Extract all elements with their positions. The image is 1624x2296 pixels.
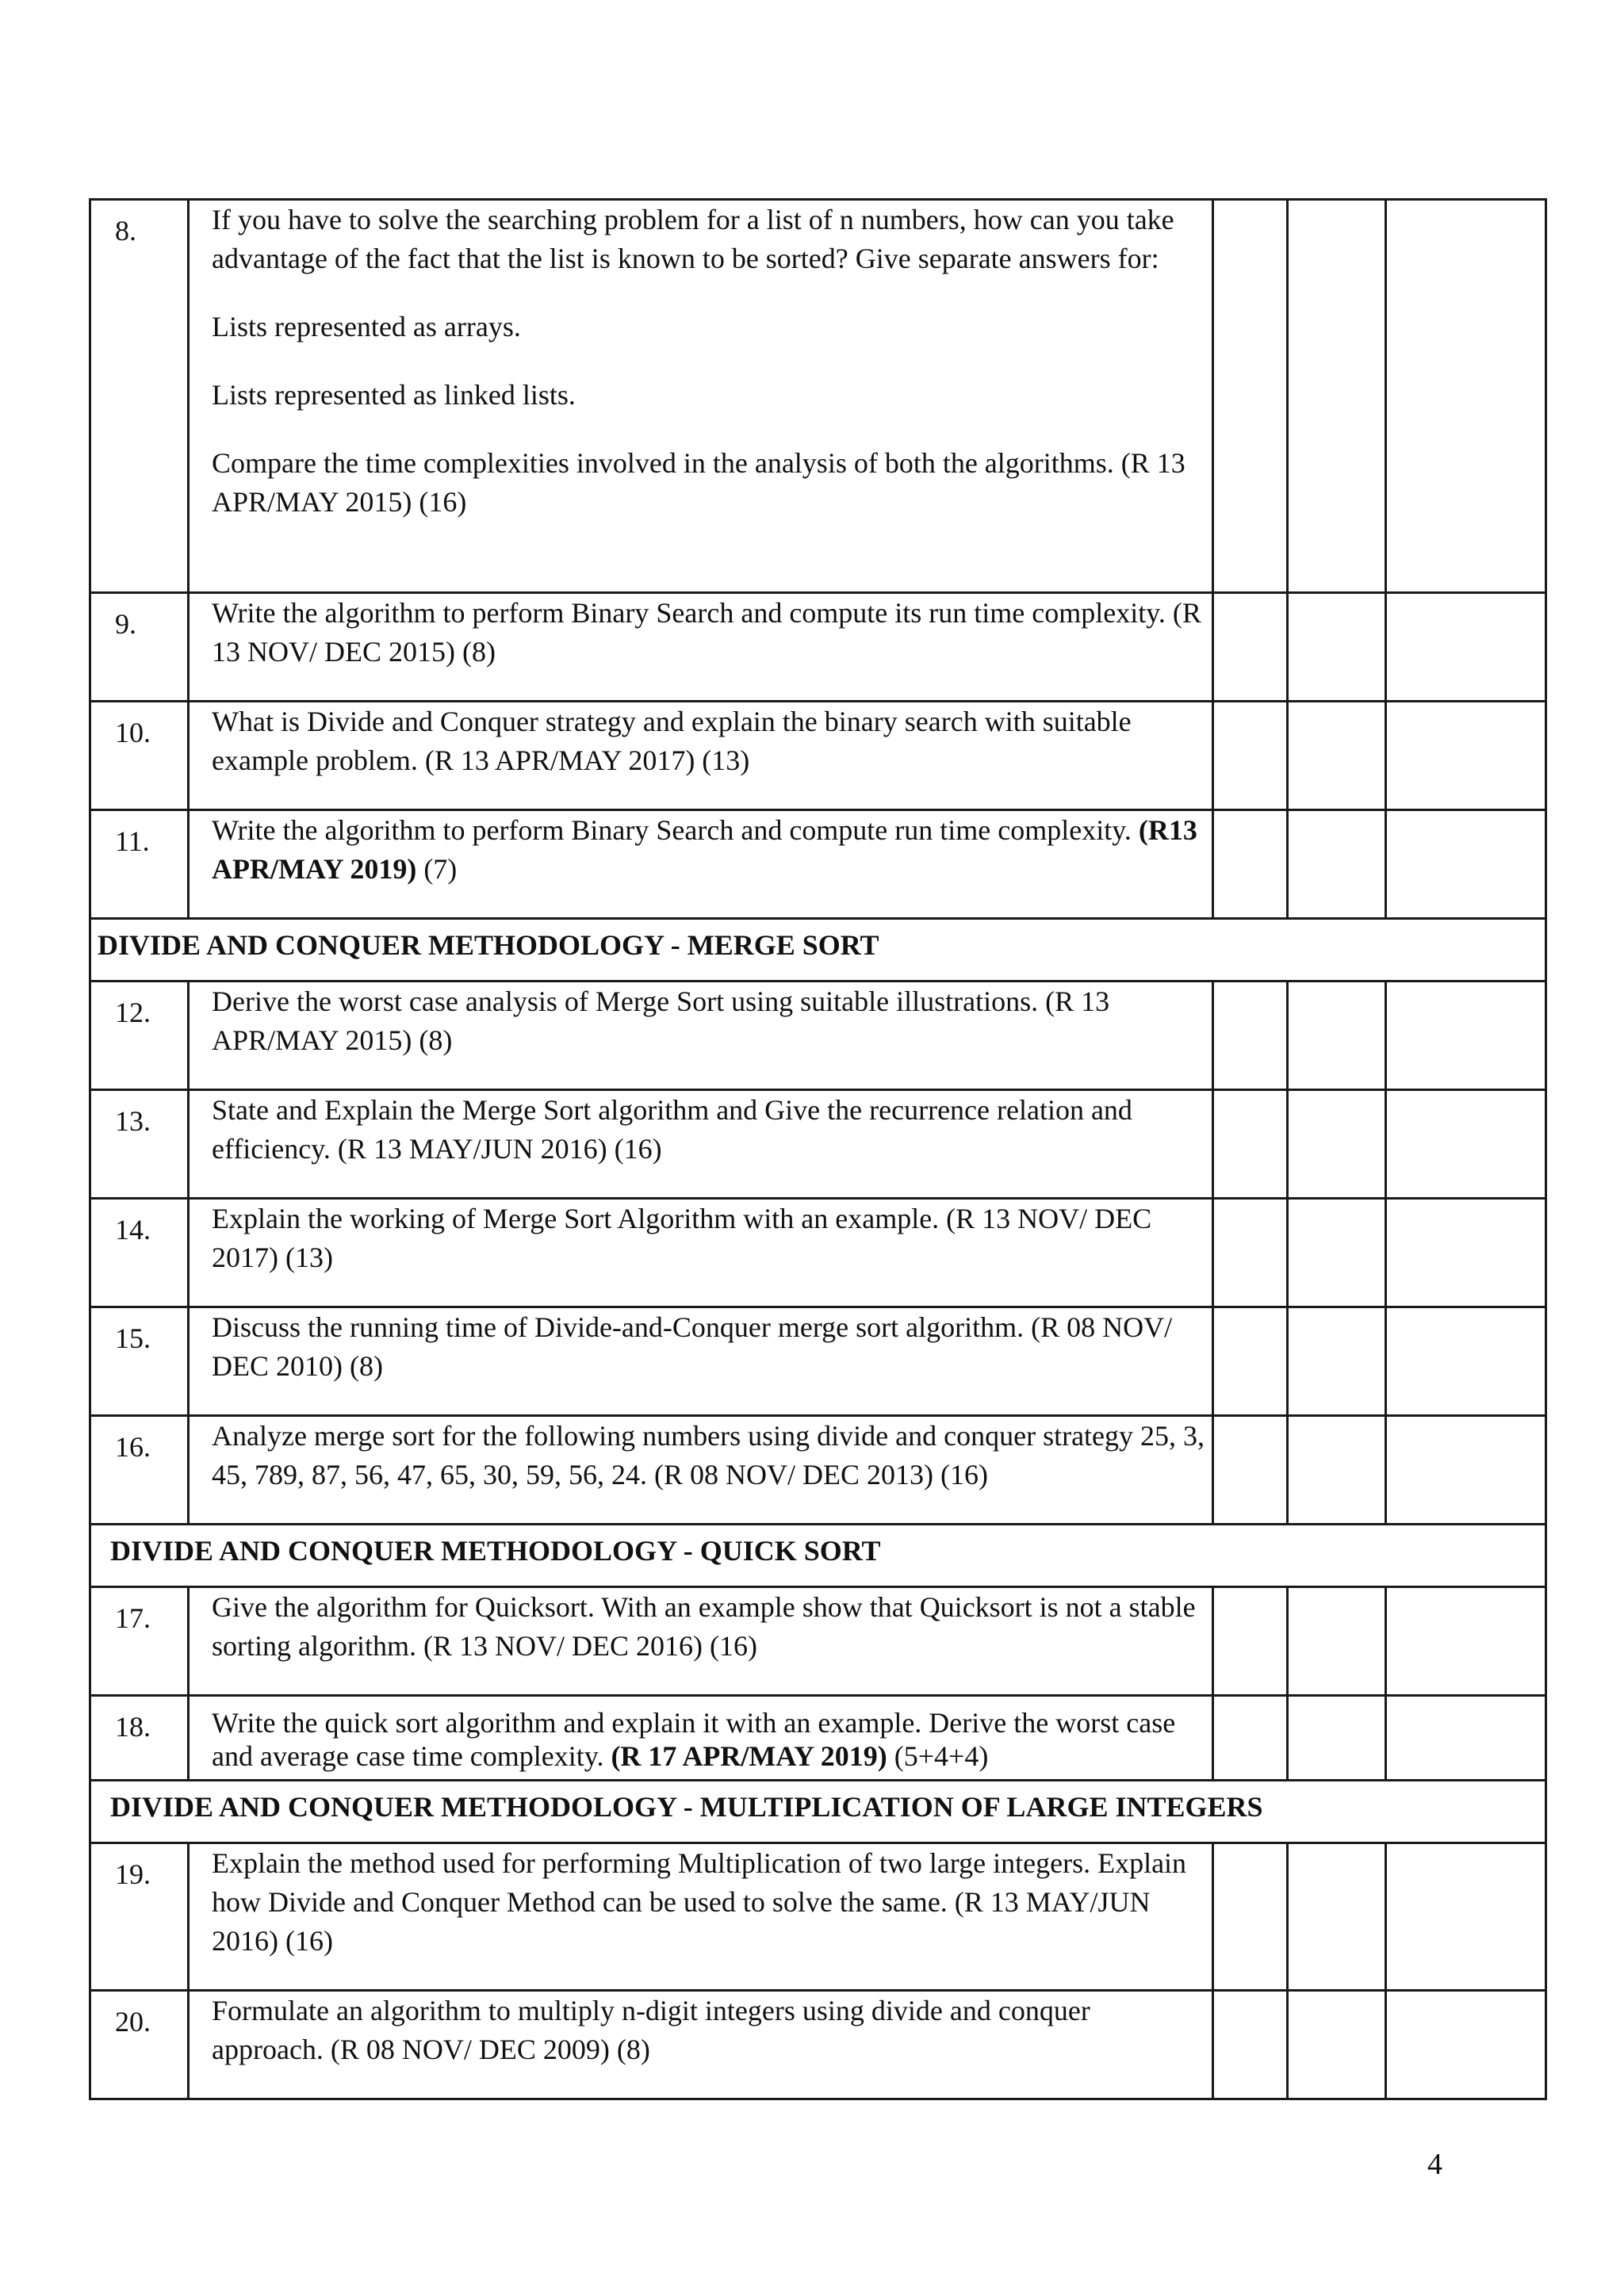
question-text: [189, 1696, 1213, 1781]
question-paragraph: If you have to solve the searching problem for a list of n numbers, how can you take advantage of the fact that the list is known to be sorted? Give separate answers for:: [212, 204, 1174, 274]
question-row: [90, 1843, 1546, 1991]
empty-cell: [1386, 1843, 1546, 1991]
question-row: [90, 1696, 1546, 1781]
marks: (7): [416, 853, 458, 885]
question-row: [90, 1991, 1546, 2099]
question-number: 17.: [90, 1587, 189, 1696]
empty-cell: [1288, 1991, 1386, 2099]
question-text: [189, 200, 1213, 593]
empty-cell: [1288, 1843, 1386, 1991]
empty-cell: [1288, 200, 1386, 593]
question-row: [90, 982, 1546, 1090]
exam-reference: (R13 APR/MAY 2019): [212, 814, 1197, 885]
empty-cell: [1386, 810, 1546, 919]
empty-cell: [1288, 1587, 1386, 1696]
question-text: Explain the working of Merge Sort Algorithm with an example. (R 13 NOV/ DEC 2017) (13): [189, 1199, 1213, 1307]
question-text: Analyze merge sort for the following numbers using divide and conquer strategy 25, 3, 45, 789, 87, 56, 47, 65, 30, 59, 56, 24. (R 08 NOV/ DEC 2013) (16): [189, 1416, 1213, 1525]
section-heading: DIVIDE AND CONQUER METHODOLOGY - MERGE SORT: [90, 919, 1546, 982]
question-text: Derive the worst case analysis of Merge Sort using suitable illustrations. (R 13 APR/MAY 2015) (8): [189, 982, 1213, 1090]
empty-cell: [1288, 702, 1386, 810]
empty-cell: [1386, 982, 1546, 1090]
empty-cell: [1288, 982, 1386, 1090]
empty-cell: [1213, 1416, 1288, 1525]
empty-cell: [1386, 1587, 1546, 1696]
empty-cell: [1213, 1587, 1288, 1696]
empty-cell: [1213, 1843, 1288, 1991]
empty-cell: [1386, 1199, 1546, 1307]
question-number: 20.: [90, 1991, 189, 2099]
question-number: 15.: [90, 1307, 189, 1416]
empty-cell: [1288, 1090, 1386, 1199]
marks: (5+4+4): [887, 1740, 989, 1772]
question-row: [90, 702, 1546, 810]
empty-cell: [1213, 1991, 1288, 2099]
question-text: Write the algorithm to perform Binary Search and compute its run time complexity. (R 13 NOV/ DEC 2015) (8): [189, 593, 1213, 702]
question-paragraph: Lists represented as linked lists.: [212, 379, 576, 411]
question-number: 14.: [90, 1199, 189, 1307]
empty-cell: [1213, 982, 1288, 1090]
question-row: [90, 200, 1546, 593]
question-row: [90, 1416, 1546, 1525]
question-number: 8.: [90, 200, 189, 593]
empty-cell: [1386, 200, 1546, 593]
question-paragraph: Lists represented as arrays.: [212, 311, 521, 342]
question-paragraph: Compare the time complexities involved in the analysis of both the algorithms. (R 13 APR/MAY 2015) (16): [212, 447, 1185, 518]
question-row: [90, 1307, 1546, 1416]
empty-cell: [1386, 1991, 1546, 2099]
empty-cell: [1386, 1307, 1546, 1416]
page-number: 4: [1427, 2148, 1442, 2181]
empty-cell: [1386, 1416, 1546, 1525]
question-text: Give the algorithm for Quicksort. With an example show that Quicksort is not a stable sorting algorithm. (R 13 NOV/ DEC 2016) (16): [189, 1587, 1213, 1696]
empty-cell: [1213, 810, 1288, 919]
question-number: 18.: [90, 1696, 189, 1781]
empty-cell: [1213, 1199, 1288, 1307]
question-text: Explain the method used for performing Multiplication of two large integers. Explain how Divide and Conquer Method can be used to solve the same. (R 13 MAY/JUN 2016) (16): [189, 1843, 1213, 1991]
question-number: 9.: [90, 593, 189, 702]
question-row: [90, 1587, 1546, 1696]
question-text: What is Divide and Conquer strategy and explain the binary search with suitable example problem. (R 13 APR/MAY 2017) (13): [189, 702, 1213, 810]
section-heading: DIVIDE AND CONQUER METHODOLOGY - MULTIPLICATION OF LARGE INTEGERS: [90, 1781, 1546, 1843]
question-text: Formulate an algorithm to multiply n-digit integers using divide and conquer approach. (R 08 NOV/ DEC 2009) (8): [189, 1991, 1213, 2099]
question-number: 13.: [90, 1090, 189, 1199]
empty-cell: [1288, 593, 1386, 702]
empty-cell: [1386, 1696, 1546, 1781]
question-row: [90, 1199, 1546, 1307]
question-body: Write the algorithm to perform Binary Search and compute run time complexity.: [212, 814, 1132, 846]
question-text: State and Explain the Merge Sort algorithm and Give the recurrence relation and efficiency. (R 13 MAY/JUN 2016) (16): [189, 1090, 1213, 1199]
section-heading: DIVIDE AND CONQUER METHODOLOGY - QUICK SORT: [90, 1525, 1546, 1587]
question-body: Write the quick sort algorithm and explain it with an example. Derive the worst case and average case time complexity.: [212, 1707, 1176, 1772]
empty-cell: [1288, 1416, 1386, 1525]
question-text: Discuss the running time of Divide-and-Conquer merge sort algorithm. (R 08 NOV/ DEC 2010) (8): [189, 1307, 1213, 1416]
question-table: [89, 198, 1547, 2100]
question-number: 19.: [90, 1843, 189, 1991]
empty-cell: [1386, 593, 1546, 702]
empty-cell: [1288, 1307, 1386, 1416]
empty-cell: [1386, 702, 1546, 810]
question-number: 12.: [90, 982, 189, 1090]
question-text: [189, 810, 1213, 919]
question-number: 11.: [90, 810, 189, 919]
empty-cell: [1213, 1090, 1288, 1199]
empty-cell: [1288, 810, 1386, 919]
question-row: [90, 593, 1546, 702]
exam-reference: (R 17 APR/MAY 2019): [611, 1740, 887, 1772]
empty-cell: [1213, 702, 1288, 810]
empty-cell: [1386, 1090, 1546, 1199]
empty-cell: [1288, 1199, 1386, 1307]
question-number: 10.: [90, 702, 189, 810]
section-row: [90, 1525, 1546, 1587]
empty-cell: [1213, 1307, 1288, 1416]
empty-cell: [1213, 593, 1288, 702]
question-row: [90, 1090, 1546, 1199]
empty-cell: [1213, 1696, 1288, 1781]
question-number: 16.: [90, 1416, 189, 1525]
section-row: [90, 919, 1546, 982]
question-row: [90, 810, 1546, 919]
empty-cell: [1288, 1696, 1386, 1781]
section-row: [90, 1781, 1546, 1843]
empty-cell: [1213, 200, 1288, 593]
